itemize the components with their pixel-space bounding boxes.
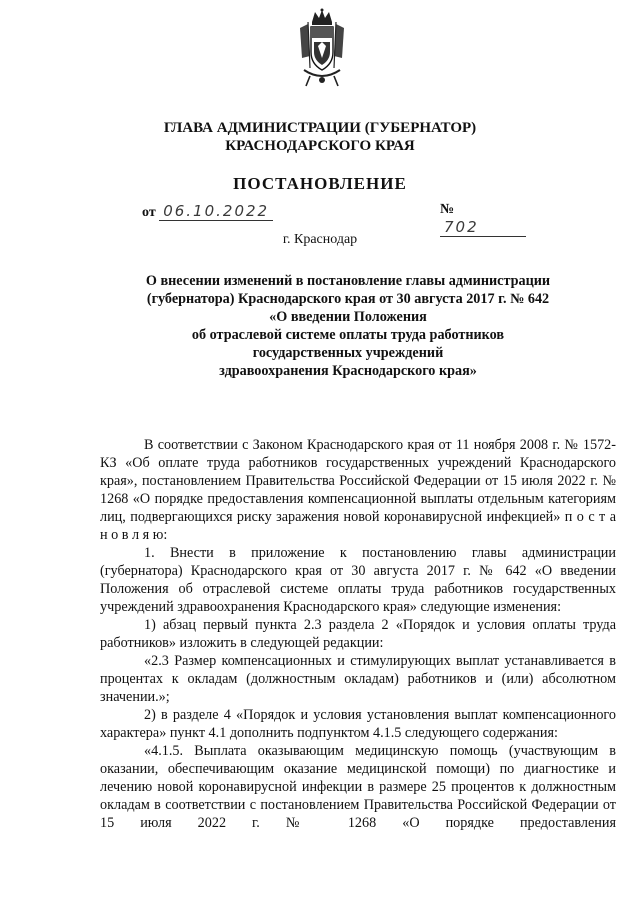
subject-line: «О введении Положения (269, 309, 427, 325)
body-paragraph-subitem-1: 1) абзац первый пункта 2.3 раздела 2 «Порядок и условия оплаты труда работников» изложить в следующей редакции: (100, 617, 616, 651)
document-subject (120, 272, 576, 380)
body-paragraph-item-1: 1. Внести в приложение к постановлению главы администрации (губернатора) Краснодарского края от 30 августа 2017 г. № 642 «О введении Положения об отраслевой системе оплаты труда работников государственных учреждений здравоохранения Краснодарского края» следующие изменения: (100, 545, 616, 615)
body-paragraph-quote-2-3: «2.3 Размер компенсационных и стимулирующих выплат устанавливается в процентах к окладам (должностным окладам) работников и (или) абсолютном значении.»; (100, 653, 616, 705)
authority-title-line2: КРАСНОДАРСКОГО КРАЯ (225, 138, 415, 154)
subject-line: государственных учреждений (252, 345, 444, 361)
subject-line: О внесении изменений в постановление главы администрации (145, 273, 551, 289)
handwritten-number: 702 (440, 218, 526, 237)
body-paragraph-preamble: В соответствии с Законом Краснодарского края от 11 ноября 2008 г. № 1572-КЗ «Об оплате труда работников государственных учреждений Краснодарского края», постановлением Правительства Российской Федерации от 15 июля 2022 г. № 1268 «О порядке предоставления компенсационной выплаты отдельным категориям лиц, подвергающихся риску заражения новой коронавирусной инфекцией» п о с т а н о в л я ю: (100, 437, 616, 543)
authority-title-line1: ГЛАВА АДМИНИСТРАЦИИ (ГУБЕРНАТОР) (163, 120, 477, 136)
subject-line: (губернатора) Краснодарского края от 30 августа 2017 г. № 642 (146, 291, 550, 307)
subject-line: об отраслевой системе оплаты труда работников (191, 327, 505, 343)
subject-line: здравоохранения Краснодарского края» (219, 363, 477, 379)
date-label: от (142, 205, 156, 220)
number-label: № (440, 202, 455, 217)
body-paragraph-subitem-2: 2) в разделе 4 «Порядок и условия установления выплат компенсационного характера» пункт 4.1 дополнить подпунктом 4.1.5 следующего содержания: (100, 707, 616, 741)
document-type-title: ПОСТАНОВЛЕНИЕ (233, 174, 407, 193)
date-field (142, 202, 282, 221)
handwritten-date: 06.10.2022 (159, 202, 273, 221)
document-body (100, 436, 616, 832)
coat-of-arms-icon (296, 8, 348, 90)
body-paragraph-quote-4-1-5: «4.1.5. Выплата оказывающим медицинскую помощь (участвующим в оказании, обеспечивающим оказание медицинской помощи) по диагностике и лечению новой коронавирусной инфекции в размере 25 процентов к должностным окладам в соответствии с постановлением Правительства Российской Федерации от 15 июля 2022 г. № 1268 «О порядке предоставления (100, 743, 616, 831)
city-label: г. Краснодар (282, 232, 358, 247)
